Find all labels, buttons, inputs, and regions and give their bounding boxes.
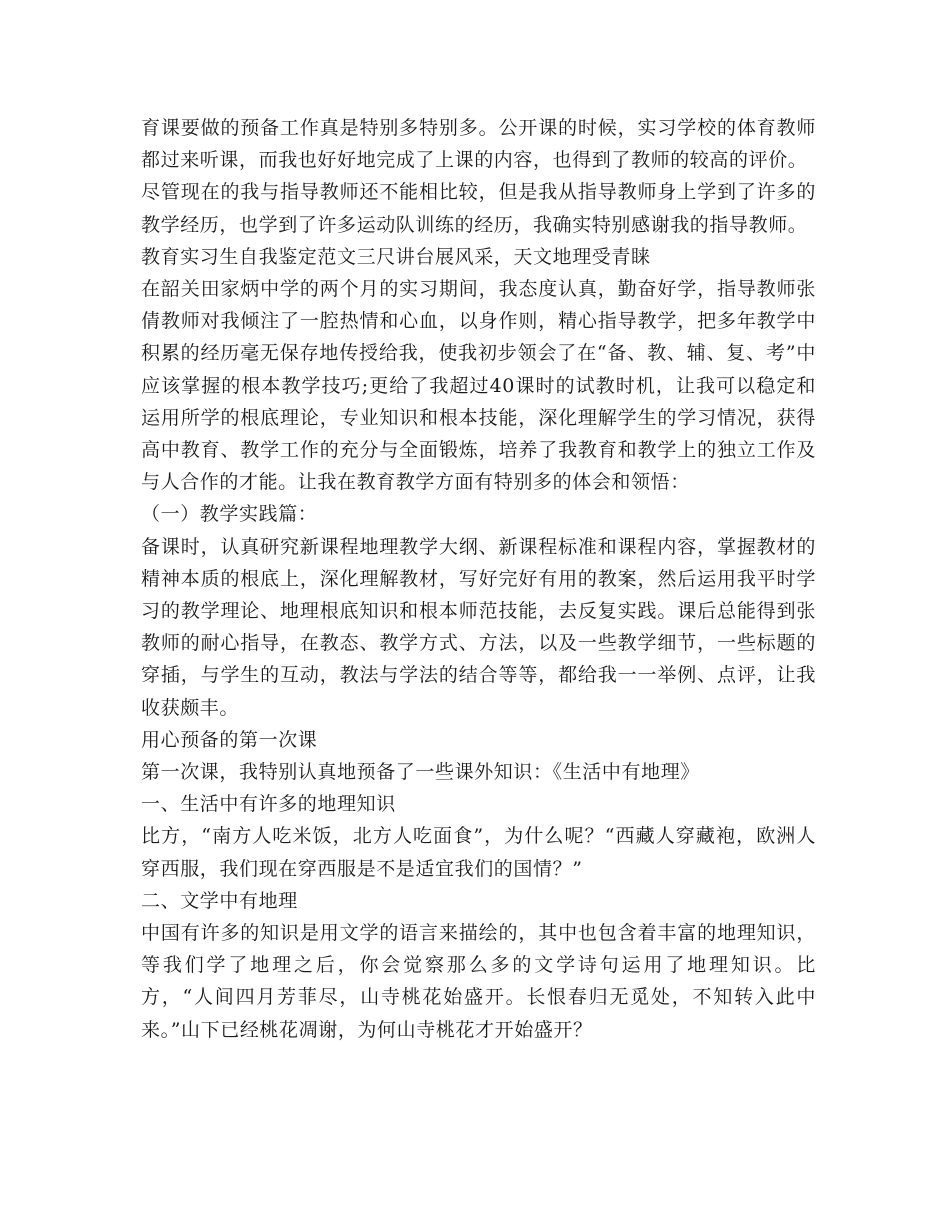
paragraph: 尽管现在的我与指导教师还不能相比较，但是我从指导教师身上学到了许多的教学经历，也学到了许多运动队训练的经历，我确实特别感谢我的指导教师。 [141, 181, 816, 236]
paragraph: 比方，“南方人吃米饭，北方人吃面食”，为什么呢？“西藏人穿藏袍，欧洲人穿西服，我们现在穿西服是不是适宜我们的国情？” [141, 825, 816, 880]
paragraph: 第一次课，我特别认真地预备了一些课外知识：《生活中有地理》 [141, 761, 700, 784]
document-body [141, 112, 816, 1046]
section-heading: 二、文学中有地理 [141, 889, 298, 912]
section-heading: 用心预备的第一次课 [141, 728, 318, 751]
section-heading: 教育实习生自我鉴定范文三尺讲台展风采，天文地理受青睐 [141, 245, 651, 268]
paragraph: 备课时，认真研究新课程地理教学大纲、新课程标准和课程内容，掌握教材的精神本质的根底上，深化理解教材，写好完好有用的教案，然后运用我平时学习的教学理论、地理根底知识和根本师范技能，去反复实践。课后总能得到张教师的耐心指导，在教态、教学方式、方法，以及一些教学细节，一些标题的穿插，与学生的互动，教法与学法的结合等等，都给我一一举例、点评，让我收获颇丰。 [141, 535, 816, 719]
section-heading: 一、生活中有许多的地理知识 [141, 793, 396, 816]
paragraph: 在韶关田家炳中学的两个月的实习期间，我态度认真，勤奋好学，指导教师张倩教师对我倾注了一腔热情和心血，以身作则，精心指导教学，把多年教学中积累的经历毫无保存地传授给我，使我初步领会了在“备、教、辅、复、考”中应该掌握的根本教学技巧;更给了我超过40课时的试教时机，让我可以稳定和运用所学的根底理论，专业知识和根本技能，深化理解学生的学习情况，获得高中教育、教学工作的充分与全面锻炼，培养了我教育和教学上的独立工作及与人合作的才能。让我在教育教学方面有特别多的体会和领悟： [141, 278, 816, 494]
paragraph: 中国有许多的知识是用文学的语言来描绘的，其中也包含着丰富的地理知识，等我们学了地理之后，你会觉察那么多的文学诗句运用了地理知识。比方，“人间四月芳菲尽，山寺桃花始盛开。长恨春归无觅处，不知转入此中来。”山下已经桃花凋谢，为何山寺桃花才开始盛开？ [141, 922, 816, 1041]
paragraph: 育课要做的预备工作真是特别多特别多。公开课的时候，实习学校的体育教师都过来听课，而我也好好地完成了上课的内容，也得到了教师的较高的评价。 [141, 117, 816, 172]
section-heading: （一）教学实践篇： [141, 503, 318, 526]
